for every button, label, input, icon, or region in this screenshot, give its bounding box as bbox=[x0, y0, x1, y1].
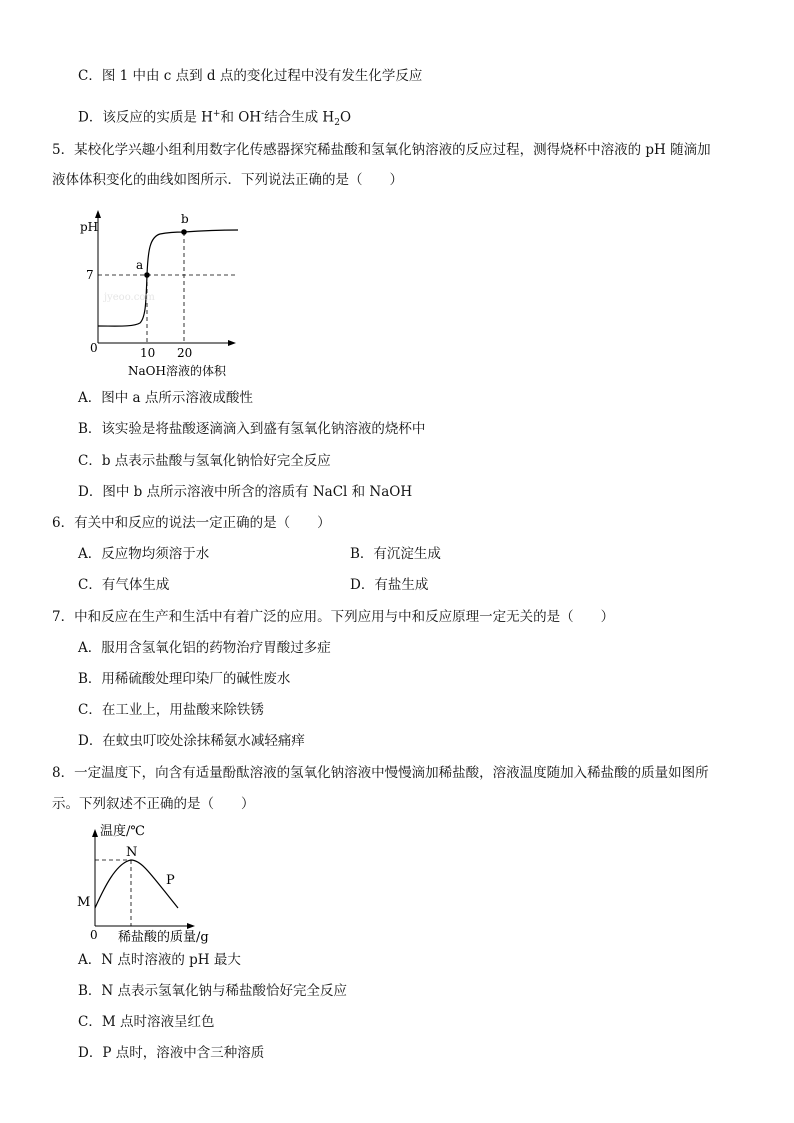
ph-chart bbox=[78, 205, 278, 380]
q5-stem-line2: 液体体积变化的曲线如图所示．下列说法正确的是（ ） bbox=[52, 172, 403, 188]
ph-xlabel: NaOH溶液的体积 bbox=[128, 364, 226, 378]
q7-stem: 7．中和反应在生产和生活中有着广泛的应用。下列应用与中和反应原理一定无关的是（ ） bbox=[52, 609, 615, 625]
q8-stem-line2: 示。下列叙述不正确的是（ ） bbox=[52, 796, 255, 812]
q7-option-d: D．在蚊虫叮咬处涂抹稀氨水减轻痛痒 bbox=[78, 733, 305, 749]
q5-option-b: B．该实验是将盐酸逐滴滴入到盛有氢氧化钠溶液的烧杯中 bbox=[78, 421, 426, 437]
ph-label-a: a bbox=[136, 258, 144, 272]
temp-ylabel: 温度/℃ bbox=[100, 824, 145, 839]
q6-option-b: B．有沉淀生成 bbox=[350, 546, 441, 562]
temp-origin: 0 bbox=[90, 928, 98, 942]
temp-xlabel: 稀盐酸的质量/g bbox=[118, 930, 209, 945]
ph-curve bbox=[98, 230, 238, 326]
watermark: jyeoo.com bbox=[104, 292, 155, 303]
ph-ytick-7: 7 bbox=[86, 268, 94, 282]
q7-option-c: C．在工业上，用盐酸来除铁锈 bbox=[78, 702, 264, 718]
q7-option-a: A．服用含氢氧化铝的药物治疗胃酸过多症 bbox=[78, 640, 331, 656]
temp-y-arrow bbox=[92, 829, 98, 837]
temp-label-m: M bbox=[77, 895, 91, 910]
ph-xtick-10: 10 bbox=[140, 346, 156, 360]
ph-xtick-20: 20 bbox=[177, 346, 193, 360]
option-c-prev: C．图 1 中由 c 点到 d 点的变化过程中没有发生化学反应 bbox=[78, 68, 423, 84]
q8-option-d: D．P 点时，溶液中含三种溶质 bbox=[78, 1045, 265, 1061]
ph-label-b: b bbox=[181, 212, 189, 226]
temp-label-n: N bbox=[126, 845, 138, 860]
q6-option-d: D．有盐生成 bbox=[350, 577, 429, 593]
temp-label-p: P bbox=[166, 873, 175, 888]
option-d-prev: D．该反应的实质是 H+和 OH-结合生成 $H_2O$ bbox=[78, 109, 352, 129]
q8-stem-line1: 8．一定温度下，向含有适量酚酞溶液的氢氧化钠溶液中慢慢滴加稀盐酸，溶液温度随加入稀盐酸的质量如图所 bbox=[52, 765, 709, 781]
ph-point-a bbox=[144, 272, 150, 278]
q6-option-a: A．反应物均须溶于水 bbox=[78, 546, 210, 562]
q8-option-a: A．N 点时溶液的 pH 最大 bbox=[78, 952, 241, 968]
ph-y-arrow bbox=[95, 210, 101, 218]
ph-x-arrow bbox=[228, 340, 236, 346]
ph-origin: 0 bbox=[90, 341, 98, 355]
q7-option-b: B．用稀硫酸处理印染厂的碱性废水 bbox=[78, 671, 291, 687]
q5-option-a: A．图中 a 点所示溶液成酸性 bbox=[78, 390, 253, 406]
temperature-chart bbox=[74, 818, 254, 948]
q5-option-c: C．b 点表示盐酸与氢氧化钠恰好完全反应 bbox=[78, 453, 331, 469]
q6-option-c: C．有气体生成 bbox=[78, 577, 170, 593]
q5-option-d: D．图中 b 点所示溶液中所含的溶质有 NaCl 和 NaOH bbox=[78, 484, 413, 500]
q8-option-b: B．N 点表示氢氧化钠与稀盐酸恰好完全反应 bbox=[78, 983, 348, 999]
q5-stem-line1: 5．某校化学兴趣小组利用数字化传感器探究稀盐酸和氢氧化钠溶液的反应过程，测得烧杯中溶液的 pH 随滴加 bbox=[52, 142, 711, 158]
temp-x-arrow bbox=[187, 923, 195, 929]
q6-stem: 6．有关中和反应的说法一定正确的是（ ） bbox=[52, 515, 331, 531]
ph-point-b bbox=[181, 229, 187, 235]
ph-ylabel: pH bbox=[80, 220, 99, 234]
q8-option-c: C．M 点时溶液呈红色 bbox=[78, 1014, 215, 1030]
